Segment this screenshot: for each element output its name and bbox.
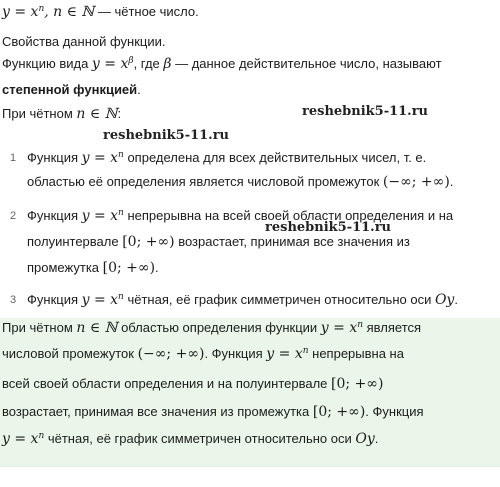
list-item-1-line-1: Функция $y = x^n$ определена для всех действительных чисел, т. е. <box>27 150 427 166</box>
definition-line-1: Функцию вида $y = x^\beta$, где β — данное действительное число, называют <box>2 56 442 72</box>
list-item-2-line-3: промежутка [0; +∞). <box>27 260 159 276</box>
watermark: reshebnik5-11.ru <box>103 128 230 143</box>
list-item-number: 2 <box>10 210 17 222</box>
definition-line-2: степенной функцией. <box>2 82 141 97</box>
list-item-1-line-2: областью её определения является числовой промежуток (−∞; +∞). <box>27 174 454 190</box>
list-item-2-line-2: полуинтервале [0; +∞) возрастает, принимая все значения из <box>27 234 410 250</box>
summary-line-1: При чётном n ∈ ℕ областью определения функции $y = x^n$ является <box>2 320 422 336</box>
summary-line-3: всей своей области определения и на полуинтервале [0; +∞) <box>2 376 384 392</box>
top-formula-line: $y = x^n$, n ∈ ℕ — чётное число. <box>2 4 199 20</box>
watermark: reshebnik5-11.ru <box>302 104 429 119</box>
summary-line-4: возрастает, принимая все значения из промежутка [0; +∞). Функция <box>2 404 424 420</box>
list-item-number: 3 <box>10 294 17 306</box>
when-even-line: При чётном n ∈ ℕ: <box>2 106 122 122</box>
term-bold: степенной функцией <box>2 82 138 97</box>
divider <box>0 466 500 467</box>
summary-line-5: $y = x^n$ чётная, её график симметричен относительно оси Oy. <box>2 431 379 447</box>
summary-line-2: числовой промежуток (−∞; +∞). Функция $y = x^n$ непрерывна на <box>2 346 404 362</box>
watermark: reshebnik5-11.ru <box>265 220 392 235</box>
formula: $y = x^n$, n ∈ ℕ <box>2 4 95 20</box>
list-item-3-line-1: Функция $y = x^n$ чётная, её график симметричен относительно оси Oy. <box>27 292 458 308</box>
formula: $y = x^\beta$ <box>91 56 134 72</box>
list-item-2-line-1: Функция $y = x^n$ непрерывна на всей своей области определения и на <box>27 208 454 224</box>
list-item-number: 1 <box>10 152 17 164</box>
properties-heading: Свойства данной функции. <box>2 34 166 49</box>
